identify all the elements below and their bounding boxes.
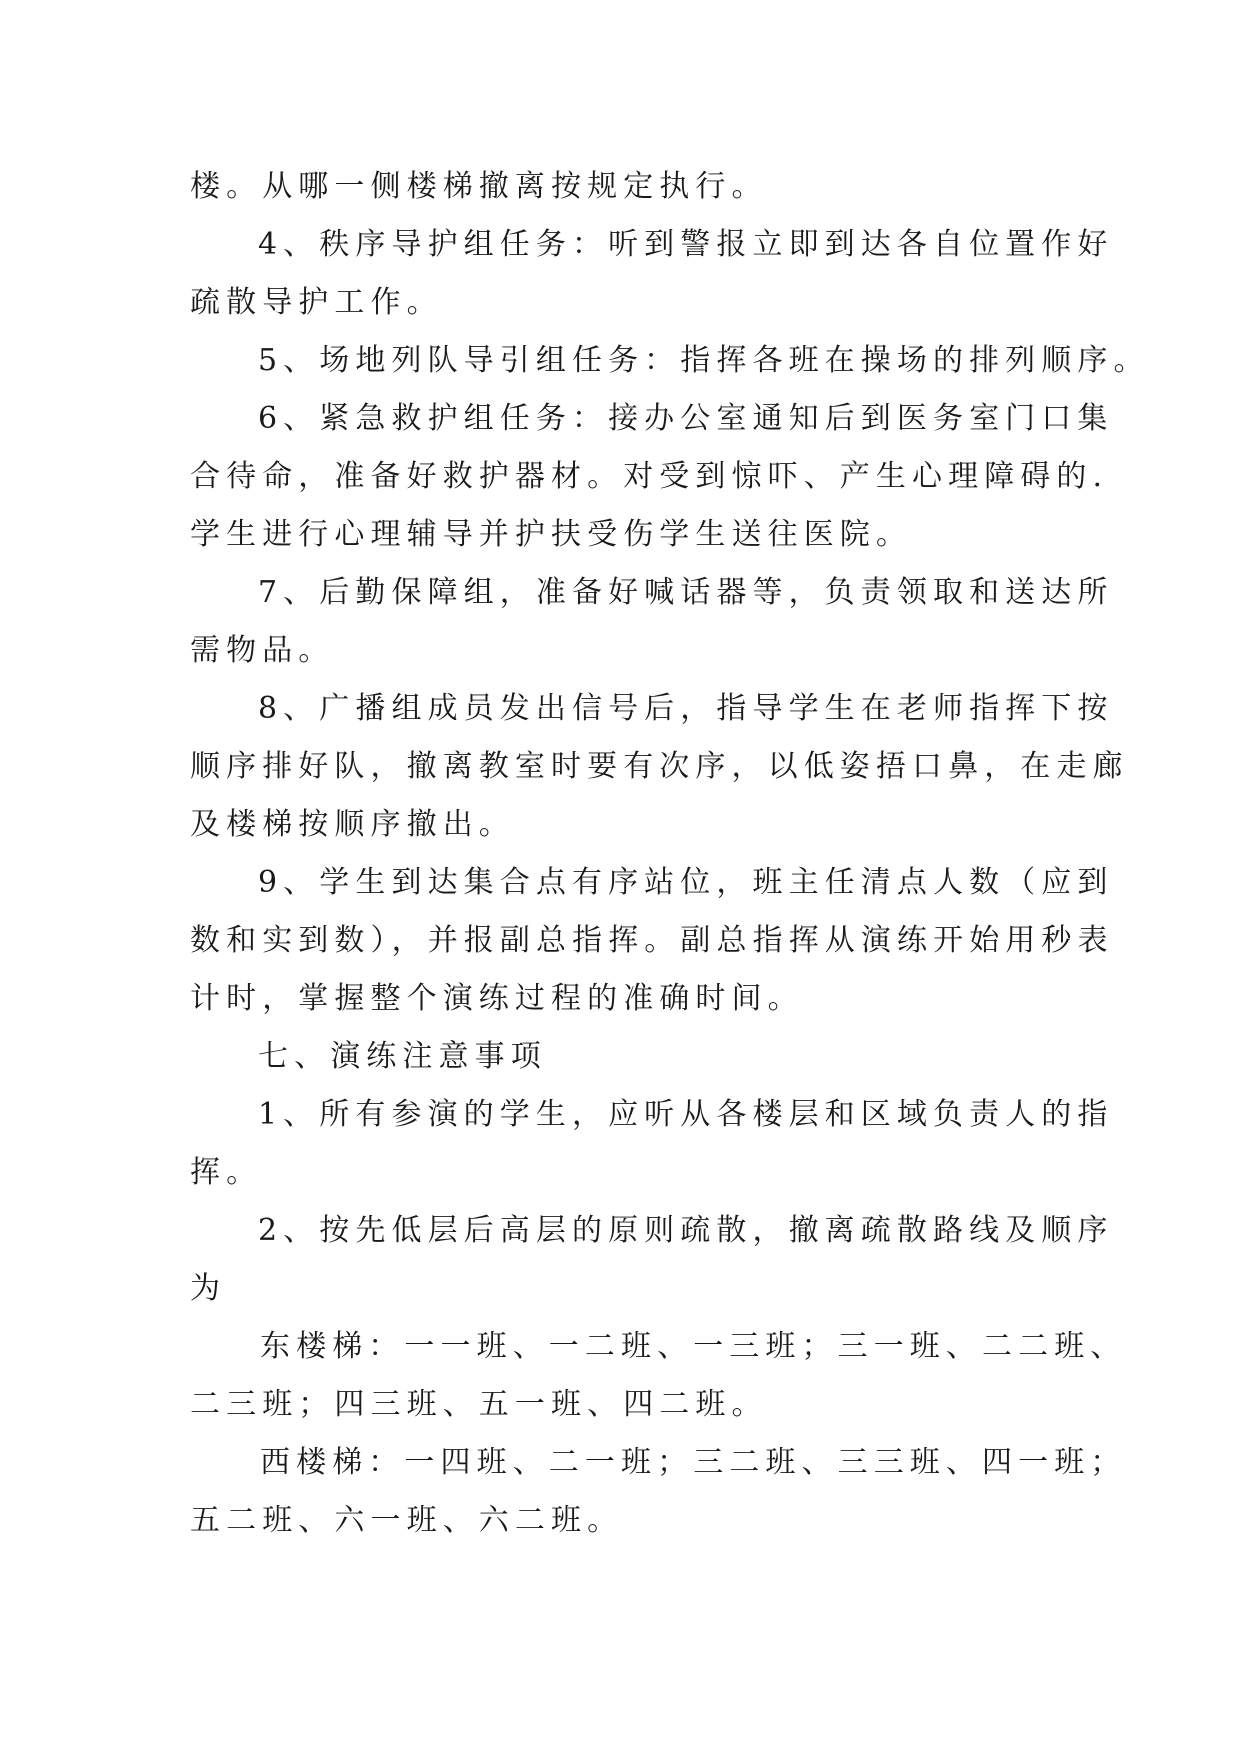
paragraph-line: 数和实到数），并报副总指挥。副总指挥从演练开始用秒表 <box>190 923 1114 958</box>
paragraph-line: 合待命，准备好救护器材。对受到惊吓、产生心理障碍的. <box>190 459 1109 494</box>
paragraph-line: 1、所有参演的学生，应听从各楼层和区域负责人的指 <box>258 1097 1114 1132</box>
paragraph-line: 东楼梯：一一班、一二班、一三班；三一班、二二班、 <box>260 1329 1127 1364</box>
section-heading: 七、演练注意事项 <box>258 1039 547 1074</box>
paragraph-line: 二三班；四三班、五一班、四二班。 <box>190 1387 768 1422</box>
paragraph-line: 计时，掌握整个演练过程的准确时间。 <box>190 981 804 1016</box>
paragraph-line: 顺序排好队，撤离教室时要有次序，以低姿捂口鼻，在走廊 <box>190 749 1129 784</box>
paragraph-line: 及楼梯按顺序撤出。 <box>190 807 515 842</box>
paragraph-line: 9、学生到达集合点有序站位，班主任清点人数（应到 <box>258 865 1114 900</box>
paragraph-line: 2、按先低层后高层的原则疏散，撤离疏散路线及顺序 <box>258 1213 1114 1248</box>
paragraph-line: 5、场地列队导引组任务：指挥各班在操场的排列顺序。 <box>258 343 1150 378</box>
paragraph-line: 6、紧急救护组任务：接办公室通知后到医务室门口集 <box>258 401 1114 436</box>
paragraph-line: 楼。从哪一侧楼梯撤离按规定执行。 <box>190 169 768 204</box>
paragraph-line: 学生进行心理辅导并护扶受伤学生送往医院。 <box>190 517 912 552</box>
document-body <box>190 158 1150 1550</box>
paragraph-line: 五二班、六一班、六二班。 <box>190 1503 624 1538</box>
paragraph-line: 挥。 <box>190 1155 263 1190</box>
paragraph-line: 需物品。 <box>190 633 335 668</box>
paragraph-line: 7、后勤保障组，准备好喊话器等，负责领取和送达所 <box>258 575 1114 610</box>
paragraph-line: 为 <box>190 1271 227 1306</box>
paragraph-line: 4、秩序导护组任务：听到警报立即到达各自位置作好 <box>258 227 1114 262</box>
paragraph-line: 疏散导护工作。 <box>190 285 443 320</box>
paragraph-line: 8、广播组成员发出信号后，指导学生在老师指挥下按 <box>258 691 1114 726</box>
paragraph-line: 西楼梯：一四班、二一班；三二班、三三班、四一班； <box>260 1445 1127 1480</box>
